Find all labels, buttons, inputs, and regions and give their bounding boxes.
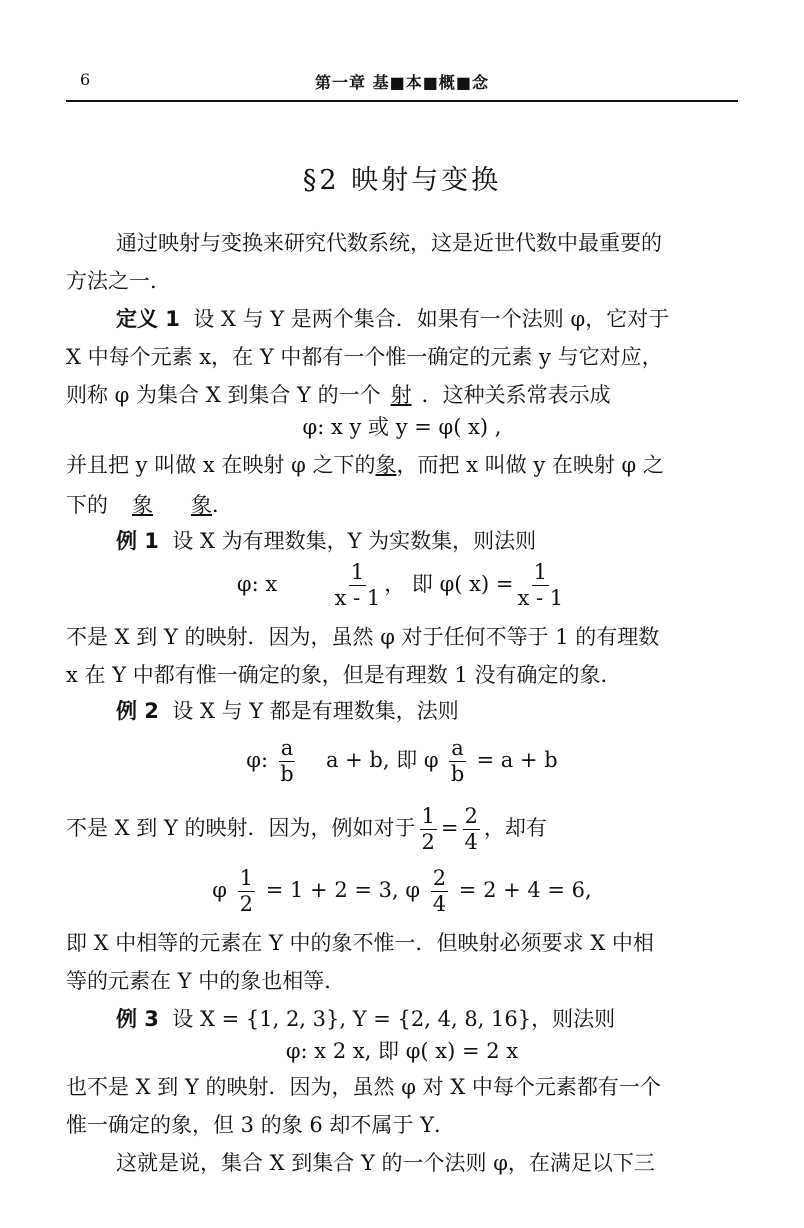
text-span: ， 即 φ( x) = xyxy=(384,572,514,596)
text-span: ．这种关系常表示成 xyxy=(421,383,611,407)
denominator: b xyxy=(280,762,294,786)
paragraph-line: 不是 X 到 Y 的映射．因为，虽然 φ 对于任何不等于 1 的有理数 xyxy=(66,625,660,649)
fraction xyxy=(463,806,480,853)
running-title: 第一章 基■本■概■念 xyxy=(315,73,489,92)
text-span: ． xyxy=(212,493,233,517)
numerator: 1 xyxy=(350,560,365,584)
text-span: φ: xyxy=(246,748,269,772)
fraction xyxy=(420,806,437,853)
page-header xyxy=(66,66,738,102)
underlined-term: 象 xyxy=(132,493,153,517)
numerator: 2 xyxy=(464,804,478,828)
page-number: 6 xyxy=(80,70,91,89)
text-span: = 1 + 2 = 3, φ xyxy=(265,878,421,902)
example-label: 例 1 xyxy=(116,529,159,553)
denominator: 4 xyxy=(432,892,447,916)
formula: φ: x y 或 y = φ( x) , xyxy=(302,415,502,439)
underlined-term: 射 xyxy=(390,383,412,407)
paragraph-line: 通过映射与变换来研究代数系统，这是近世代数中最重要的 xyxy=(116,231,662,255)
text-span: 下的 xyxy=(66,493,108,517)
example-1 xyxy=(116,526,738,556)
text-span: a + b, 即 φ xyxy=(325,748,439,772)
paragraph-line: x 在 Y 中都有惟一确定的象，但是有理数 1 没有确定的象． xyxy=(66,663,622,687)
fraction xyxy=(279,738,296,785)
paragraph-text: 设 X 与 Y 是两个集合．如果有一个法则 φ，它对于 xyxy=(193,307,670,331)
paragraph-line: X 中每个元素 x，在 Y 中都有一个惟一确定的元素 y 与它对应， xyxy=(66,345,663,369)
paragraph-line: 等的元素在 Y 中的象也相等． xyxy=(66,969,346,993)
denominator: x - 1 xyxy=(334,586,381,610)
underlined-term: 象 xyxy=(375,453,397,477)
denominator: x - 1 xyxy=(517,586,564,610)
denominator: 4 xyxy=(464,830,478,854)
formula xyxy=(0,738,804,785)
formula: φ: x 2 x, 即 φ( x) = 2 x xyxy=(285,1039,519,1063)
example-2 xyxy=(116,696,738,726)
numerator: 2 xyxy=(432,866,447,890)
denominator: b xyxy=(450,762,465,786)
example-3 xyxy=(116,1004,738,1034)
text-span: 并且把 y 叫做 x 在映射 φ 之下的 xyxy=(66,453,376,477)
fraction xyxy=(449,738,466,785)
paragraph-line: 惟一确定的象，但 3 的象 6 却不属于 Y． xyxy=(66,1113,455,1137)
fraction xyxy=(517,562,563,609)
paragraph-line xyxy=(66,450,738,480)
fraction xyxy=(335,562,381,609)
text-span: 设 X 与 Y 都是有理数集，法则 xyxy=(172,699,459,723)
fraction xyxy=(431,868,448,915)
text-span: ，却有 xyxy=(483,816,547,840)
text-span: 设 X 为有理数集，Y 为实数集，则法则 xyxy=(172,529,537,553)
paragraph-line: 方法之一． xyxy=(66,269,171,293)
text-span: = a + b xyxy=(476,748,558,772)
paragraph-line xyxy=(66,806,738,853)
definition-1 xyxy=(116,304,738,334)
fraction xyxy=(238,868,255,915)
text-span: 则称 φ 为集合 X 到集合 Y 的一个 xyxy=(66,383,381,407)
numerator: 1 xyxy=(239,866,254,890)
example-label: 例 3 xyxy=(116,1007,159,1031)
text-span: = xyxy=(440,816,459,840)
numerator: 1 xyxy=(421,804,435,828)
text-span: 不是 X 到 Y 的映射．因为，例如对于 xyxy=(66,816,416,840)
definition-label: 定义 1 xyxy=(116,307,180,331)
paragraph-line: 这就是说，集合 X 到集合 Y 的一个法则 φ，在满足以下三 xyxy=(116,1151,655,1175)
paragraph-line xyxy=(66,490,738,520)
underlined-term: 象 xyxy=(191,493,212,517)
section-title: §2 映射与变换 xyxy=(302,165,502,196)
text-span: = 2 + 4 = 6, xyxy=(458,878,592,902)
paragraph-line: 即 X 中相等的元素在 Y 中的象不惟一．但映射必须要求 X 中相 xyxy=(66,931,654,955)
text-span: φ: x xyxy=(236,572,278,596)
paragraph-line: 也不是 X 到 Y 的映射．因为，虽然 φ 对 X 中每个元素都有一个 xyxy=(66,1075,661,1099)
paragraph-line xyxy=(66,380,738,410)
text-span: 设 X = {1, 2, 3}, Y = {2, 4, 8, 16}，则法则 xyxy=(172,1007,616,1031)
formula xyxy=(0,868,804,915)
denominator: 2 xyxy=(239,892,254,916)
numerator: a xyxy=(280,736,294,760)
text-span: ，而把 x 叫做 y 在映射 φ 之 xyxy=(396,453,664,477)
denominator: 2 xyxy=(421,830,435,854)
text-span: φ xyxy=(212,878,227,902)
example-label: 例 2 xyxy=(116,699,159,723)
numerator: a xyxy=(451,736,464,760)
numerator: 1 xyxy=(533,560,547,584)
formula xyxy=(0,562,804,609)
